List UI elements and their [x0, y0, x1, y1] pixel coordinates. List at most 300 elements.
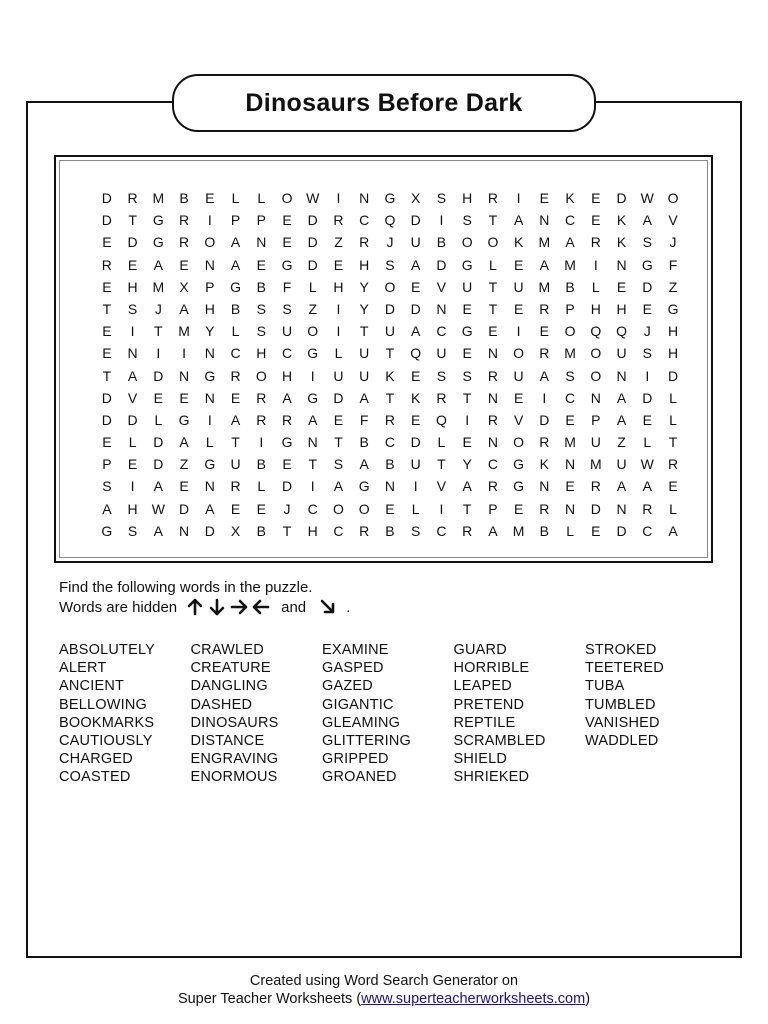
- word-list-item: HORRIBLE: [453, 660, 530, 677]
- grid-letter: U: [410, 234, 421, 251]
- grid-letter: M: [538, 278, 551, 295]
- grid-letter: I: [182, 345, 187, 362]
- word-list-item: CRAWLED: [190, 642, 264, 658]
- grid-letter: T: [462, 500, 472, 517]
- grid-letter: R: [256, 389, 267, 406]
- grid-letter: F: [282, 278, 292, 295]
- grid-letter: B: [385, 456, 395, 473]
- grid-row: [94, 209, 686, 231]
- grid-letter: N: [436, 300, 447, 317]
- grid-letter: A: [282, 389, 292, 406]
- grid-letter: N: [204, 256, 215, 273]
- grid-letter: P: [591, 411, 601, 428]
- grid-letter: Y: [462, 456, 472, 473]
- grid-letter: B: [230, 300, 241, 317]
- grid-letter: Q: [384, 212, 396, 229]
- grid-letter: I: [130, 478, 135, 495]
- grid-letter: A: [102, 500, 112, 517]
- grid-letter: M: [564, 434, 576, 451]
- grid-row: [94, 298, 686, 320]
- word-list-item: BOOKMARKS: [59, 714, 155, 731]
- grid-letter: H: [256, 345, 267, 362]
- grid-letter: B: [539, 522, 550, 539]
- grid-letter: C: [565, 389, 576, 406]
- instructions-line-1: Find the following words in the puzzle.: [59, 579, 313, 596]
- grid-letter: Q: [435, 411, 447, 428]
- grid-letter: R: [539, 500, 550, 517]
- grid-letter: E: [591, 212, 601, 229]
- grid-letter: O: [307, 323, 319, 340]
- grid-letter: G: [513, 456, 525, 473]
- grid-letter: K: [616, 212, 627, 229]
- grid-letter: W: [640, 190, 654, 206]
- grid-letter: S: [333, 456, 344, 473]
- word-list-item: ENORMOUS: [190, 769, 278, 786]
- grid-letter: U: [359, 367, 370, 384]
- grid-letter: B: [436, 234, 447, 251]
- grid-letter: O: [204, 234, 216, 251]
- grid-letter: O: [564, 323, 576, 340]
- grid-letter: A: [153, 478, 163, 495]
- grid-row: [94, 409, 686, 431]
- word-list-item: GASPED: [322, 660, 384, 677]
- grid-letter: S: [436, 367, 447, 384]
- grid-letter: S: [256, 300, 266, 317]
- grid-letter: N: [539, 478, 550, 495]
- grid-letter: W: [151, 500, 165, 517]
- word-list-item: TUMBLED: [585, 696, 656, 713]
- grid-letter: G: [152, 234, 164, 251]
- grid-letter: K: [616, 234, 627, 251]
- word-list: [59, 641, 717, 787]
- grid-letter: I: [207, 212, 212, 229]
- footer-link[interactable]: www.superteacherworksheets.com: [361, 991, 586, 1007]
- grid-letter: S: [436, 190, 447, 206]
- footer: [0, 972, 768, 1008]
- grid-letter: E: [102, 234, 112, 251]
- word-list-item: GAZED: [322, 678, 373, 695]
- grid-letter: C: [436, 522, 447, 539]
- grid-letter: N: [539, 212, 550, 229]
- grid-letter: P: [102, 456, 112, 473]
- grid-letter: U: [436, 345, 447, 362]
- grid-letter: K: [539, 456, 550, 473]
- grid-letter: A: [642, 212, 652, 229]
- word-list-item: EXAMINE: [322, 642, 389, 658]
- grid-letter: I: [413, 478, 418, 495]
- grid-letter: R: [590, 234, 601, 251]
- grid-letter: H: [590, 300, 601, 317]
- grid-letter: N: [179, 522, 190, 539]
- grid-letter: R: [179, 212, 190, 229]
- grid-letter: E: [282, 456, 292, 473]
- word-list-item: TUBA: [585, 678, 625, 695]
- word-list-item: ALERT: [59, 660, 107, 677]
- grid-letter: H: [127, 278, 138, 295]
- grid-letter: Q: [590, 323, 602, 340]
- grid-letter: R: [487, 367, 498, 384]
- grid-letter: G: [101, 522, 113, 539]
- grid-letter: G: [204, 367, 216, 384]
- word-list-item: DANGLING: [190, 678, 268, 695]
- grid-letter: E: [565, 411, 575, 428]
- grid-letter: L: [154, 411, 163, 428]
- grid-letter: A: [230, 234, 241, 251]
- grid-letter: A: [153, 256, 163, 273]
- grid-letter: V: [436, 278, 447, 295]
- grid-letter: A: [462, 478, 472, 495]
- grid-letter: A: [668, 522, 678, 539]
- grid-letter: G: [461, 323, 473, 340]
- grid-letter: U: [230, 456, 241, 473]
- grid-letter: M: [589, 456, 602, 473]
- grid-letter: A: [359, 456, 369, 473]
- page-title: Dinosaurs Before Dark: [245, 88, 523, 117]
- grid-letter: M: [564, 345, 576, 362]
- grid-letter: R: [256, 411, 267, 428]
- grid-letter: D: [281, 478, 293, 495]
- grid-letter: H: [462, 190, 473, 206]
- grid-letter: D: [127, 234, 138, 251]
- grid-letter: E: [256, 500, 266, 517]
- grid-letter: H: [667, 323, 679, 340]
- grid-letter: I: [207, 411, 212, 428]
- grid-letter: W: [640, 456, 654, 473]
- grid-letter: A: [230, 256, 241, 273]
- grid-letter: U: [462, 278, 473, 295]
- grid-letter: P: [488, 500, 498, 517]
- grid-letter: N: [616, 367, 627, 384]
- grid-letter: A: [333, 478, 344, 495]
- grid-letter: R: [487, 478, 498, 495]
- grid-letter: E: [153, 389, 163, 406]
- grid-letter: I: [516, 323, 521, 340]
- grid-letter: N: [256, 234, 267, 251]
- grid-letter: U: [333, 367, 344, 384]
- grid-letter: E: [616, 278, 627, 295]
- grid-letter: O: [384, 278, 396, 295]
- word-list-item: ANCIENT: [59, 678, 125, 695]
- grid-letter: D: [436, 256, 447, 273]
- grid-letter: E: [282, 212, 292, 229]
- grid-letter: T: [231, 434, 240, 451]
- grid-letter: E: [462, 300, 472, 317]
- grid-letter: T: [154, 323, 163, 340]
- grid-letter: R: [384, 411, 395, 428]
- grid-letter: D: [410, 434, 421, 451]
- grid-letter: E: [642, 300, 652, 317]
- grid-letter: E: [127, 256, 138, 273]
- word-list-item: LEAPED: [453, 678, 512, 695]
- grid-letter: O: [590, 367, 602, 384]
- grid-letter: S: [462, 367, 472, 384]
- grid-letter: U: [513, 278, 524, 295]
- grid-letter: S: [462, 212, 472, 229]
- grid-letter: H: [307, 522, 318, 539]
- word-column: [454, 641, 586, 787]
- grid-row: [94, 453, 686, 475]
- grid-letter: I: [156, 345, 161, 362]
- grid-letter: N: [487, 434, 498, 451]
- grid-letter: N: [565, 456, 576, 473]
- grid-letter: E: [539, 190, 550, 206]
- grid-letter: R: [590, 478, 601, 495]
- grid-letter: T: [359, 323, 369, 340]
- word-list-item: GLITTERING: [322, 733, 412, 750]
- grid-letter: Q: [410, 345, 422, 362]
- grid-letter: E: [591, 190, 601, 206]
- grid-letter: X: [179, 278, 189, 295]
- grid-letter: O: [667, 190, 679, 206]
- grid-letter: E: [179, 478, 189, 495]
- word-list-item: CAUTIOUSLY: [59, 733, 153, 750]
- footer-prefix: Super Teacher Worksheets (: [177, 991, 362, 1007]
- grid-letter: I: [465, 411, 470, 428]
- arrow-left-icon: [251, 597, 273, 617]
- grid-letter: C: [384, 434, 395, 451]
- grid-letter: S: [282, 300, 292, 317]
- grid-letter: E: [385, 500, 395, 517]
- grid-row: [94, 365, 686, 387]
- grid-letter: T: [488, 212, 498, 229]
- grid-letter: I: [542, 389, 547, 406]
- grid-row: [94, 342, 686, 364]
- grid-letter: L: [411, 500, 420, 517]
- grid-letter: A: [359, 389, 369, 406]
- word-list-item: WADDLED: [585, 733, 659, 750]
- grid-letter: E: [513, 256, 524, 273]
- grid-letter: E: [205, 190, 215, 206]
- word-column: [585, 641, 717, 787]
- word-list-item: COASTED: [59, 769, 131, 786]
- grid-letter: D: [307, 212, 318, 229]
- grid-letter: G: [152, 212, 164, 229]
- grid-letter: J: [386, 234, 394, 251]
- grid-letter: N: [359, 190, 370, 206]
- grid-letter: S: [256, 323, 266, 340]
- grid-letter: T: [282, 522, 292, 539]
- grid-letter: L: [205, 434, 214, 451]
- grid-letter: I: [336, 190, 341, 206]
- word-list-item: SHIELD: [453, 751, 508, 768]
- grid-letter: M: [538, 234, 551, 251]
- grid-letter: I: [645, 367, 650, 384]
- grid-letter: S: [385, 256, 395, 273]
- instructions-prefix: Words are hidden: [59, 598, 178, 616]
- grid-row: [94, 498, 686, 520]
- grid-letter: A: [539, 367, 550, 384]
- grid-letter: E: [411, 411, 421, 428]
- grid-letter: E: [513, 500, 524, 517]
- grid-letter: Z: [617, 434, 626, 451]
- grid-letter: D: [642, 389, 653, 406]
- grid-letter: B: [565, 278, 575, 295]
- grid-letter: P: [256, 212, 266, 229]
- grid-letter: C: [333, 522, 344, 539]
- grid-letter: R: [667, 456, 679, 473]
- grid-letter: E: [179, 389, 189, 406]
- grid-letter: D: [101, 389, 112, 406]
- grid-letter: H: [333, 278, 344, 295]
- grid-letter: I: [259, 434, 264, 451]
- grid-letter: L: [257, 478, 266, 495]
- grid-letter: E: [668, 478, 678, 495]
- grid-letter: A: [411, 256, 421, 273]
- grid-row: [94, 254, 686, 276]
- grid-letter: E: [230, 389, 241, 406]
- grid-letter: F: [359, 411, 369, 428]
- grid-letter: D: [307, 256, 318, 273]
- grid-letter: C: [359, 212, 370, 229]
- grid-letter: E: [462, 345, 472, 362]
- grid-letter: L: [669, 500, 677, 517]
- grid-letter: K: [513, 234, 524, 251]
- grid-letter: J: [283, 500, 291, 517]
- grid-letter: N: [204, 345, 215, 362]
- grid-letter: U: [616, 345, 627, 362]
- grid-row: [94, 231, 686, 253]
- grid-letter: K: [411, 389, 421, 406]
- grid-letter: S: [102, 478, 112, 495]
- grid-letter: H: [667, 345, 679, 362]
- instructions-line-2: [59, 597, 350, 617]
- grid-letter: E: [513, 389, 524, 406]
- grid-letter: I: [130, 323, 135, 340]
- grid-letter: E: [333, 411, 344, 428]
- grid-letter: S: [127, 300, 138, 317]
- grid-letter: B: [385, 522, 395, 539]
- grid-letter: P: [565, 300, 575, 317]
- grid-letter: O: [513, 345, 525, 362]
- grid-letter: L: [257, 190, 266, 206]
- grid-letter: J: [154, 300, 162, 317]
- grid-letter: G: [230, 278, 241, 295]
- grid-letter: T: [385, 389, 395, 406]
- grid-letter: E: [513, 300, 524, 317]
- grid-letter: E: [462, 434, 472, 451]
- grid-row: [94, 520, 686, 542]
- grid-letter: A: [616, 478, 627, 495]
- grid-letter: C: [565, 212, 576, 229]
- grid-letter: Z: [334, 234, 343, 251]
- grid-letter: C: [642, 522, 653, 539]
- grid-letter: S: [127, 522, 138, 539]
- grid-letter: V: [127, 389, 138, 406]
- grid-letter: E: [488, 323, 498, 340]
- instructions-period: .: [346, 598, 351, 616]
- arrow-up-icon: [185, 597, 207, 617]
- grid-letter: X: [411, 190, 421, 206]
- grid-letter: G: [667, 300, 679, 317]
- grid-letter: S: [565, 367, 575, 384]
- grid-row: [94, 276, 686, 298]
- grid-letter: U: [281, 323, 293, 340]
- letter-grid: [94, 187, 686, 542]
- grid-row: [94, 431, 686, 453]
- grid-letter: Y: [205, 323, 215, 340]
- footer-suffix: ): [585, 991, 591, 1007]
- grid-letter: E: [565, 478, 575, 495]
- grid-letter: N: [127, 345, 138, 362]
- grid-letter: D: [307, 234, 318, 251]
- word-list-item: SCRAMBLED: [453, 733, 546, 750]
- grid-letter: L: [231, 323, 240, 340]
- grid-letter: K: [565, 190, 575, 206]
- grid-letter: T: [308, 456, 318, 473]
- grid-letter: T: [462, 389, 472, 406]
- grid-letter: A: [513, 212, 524, 229]
- grid-letter: E: [127, 456, 138, 473]
- grid-letter: M: [152, 190, 165, 206]
- grid-letter: G: [641, 256, 653, 273]
- grid-letter: D: [590, 500, 601, 517]
- grid-letter: G: [178, 411, 190, 428]
- grid-letter: U: [359, 345, 370, 362]
- grid-letter: D: [642, 278, 653, 295]
- grid-letter: O: [255, 367, 267, 384]
- grid-letter: T: [128, 212, 137, 229]
- grid-letter: R: [127, 190, 138, 206]
- word-list-item: DASHED: [190, 696, 253, 713]
- grid-letter: L: [488, 256, 497, 273]
- word-column: [191, 641, 323, 787]
- word-list-item: GROANED: [322, 769, 397, 786]
- grid-letter: I: [593, 256, 598, 273]
- grid-letter: N: [204, 478, 215, 495]
- grid-letter: V: [668, 212, 678, 229]
- word-list-item: STROKED: [585, 642, 657, 658]
- word-list-item: DISTANCE: [190, 733, 265, 750]
- grid-letter: A: [179, 300, 189, 317]
- word-list-item: CREATURE: [190, 660, 271, 677]
- grid-letter: R: [359, 234, 370, 251]
- word-list-item: GLEAMING: [322, 714, 401, 731]
- grid-letter: O: [461, 234, 473, 251]
- grid-letter: R: [642, 500, 653, 517]
- word-list-item: BELLOWING: [59, 696, 148, 713]
- grid-letter: R: [539, 345, 550, 362]
- footer-line-1: Created using Word Search Generator on: [249, 973, 519, 989]
- grid-letter: R: [436, 389, 447, 406]
- grid-letter: O: [333, 500, 344, 517]
- grid-letter: C: [230, 345, 241, 362]
- grid-letter: B: [179, 190, 189, 206]
- grid-row: [94, 475, 686, 497]
- grid-letter: N: [384, 478, 395, 495]
- grid-letter: W: [306, 190, 320, 206]
- grid-letter: L: [643, 434, 652, 451]
- grid-letter: E: [102, 345, 112, 362]
- grid-letter: L: [334, 345, 343, 362]
- grid-letter: D: [667, 367, 679, 384]
- grid-letter: R: [487, 190, 498, 206]
- grid-letter: C: [307, 500, 318, 517]
- word-list-item: GUARD: [453, 642, 507, 658]
- arrow-down-right-icon: [318, 597, 340, 617]
- arrow-down-icon: [207, 597, 229, 617]
- grid-letter: V: [436, 478, 447, 495]
- grid-letter: T: [488, 278, 498, 295]
- footer-line-2: [0, 990, 768, 1008]
- grid-letter: O: [358, 500, 370, 517]
- grid-letter: H: [616, 300, 627, 317]
- grid-letter: L: [669, 389, 677, 406]
- grid-letter: N: [307, 434, 318, 451]
- grid-letter: E: [539, 323, 550, 340]
- grid-letter: C: [436, 323, 447, 340]
- grid-letter: J: [669, 234, 677, 251]
- instructions: [59, 578, 350, 617]
